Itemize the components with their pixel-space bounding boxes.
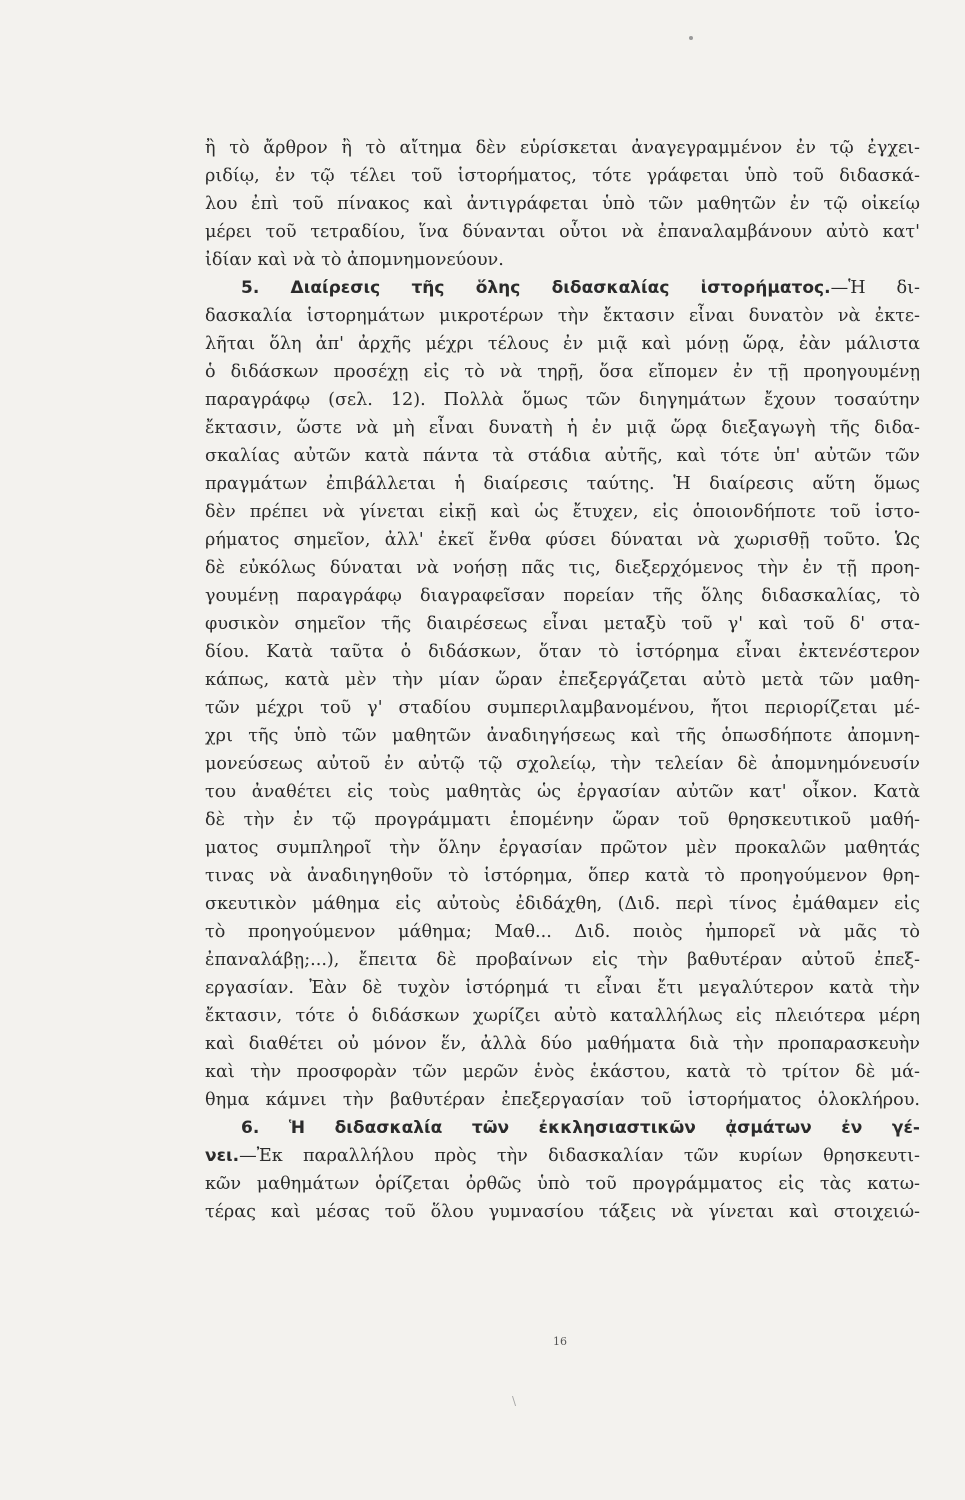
text-line: καὶ τὴν προσφορὰν τῶν μερῶν ἑνὸς ἑκάστου, κατὰ τὸ τρίτον δὲ μά- [205,1062,920,1082]
text-line: τέρας καὶ μέσας τοῦ ὅλου γυμνασίου τάξεις νὰ γίνεται καὶ στοιχειώ- [205,1202,920,1222]
section-5-heading: 5. Διαίρεσις τῆς ὅλης διδασκαλίας ἱστορήματος. [241,278,831,298]
text-line: πραγμάτων ἐπιβάλλεται ἡ διαίρεσις ταύτης. Ἡ διαίρεσις αὕτη ὅμως [205,474,920,494]
text-line: ἰδίαν καὶ νὰ τὸ ἀπομνημονεύουν. [205,250,504,270]
text-line: ματος συμπληροῖ τὴν ὅλην ἐργασίαν πρῶτον μὲν προκαλῶν μαθητάς [205,838,920,858]
text-line: ρήματος σημεῖον, ἀλλ' ἐκεῖ ἔνθα φύσει δύναται νὰ χωρισθῇ τοῦτο. Ὡς [205,530,920,550]
ink-dot [689,36,693,40]
text-line: γουμένῃ παραγράφῳ διαγραφεῖσαν πορείαν τῆς ὅλης διδασκαλίας, τὸ [205,586,920,606]
text-line: δὲν πρέπει νὰ γίνεται εἰκῇ καὶ ὡς ἔτυχεν, εἰς ὁποιονδήποτε τοῦ ἱστο- [205,502,920,522]
text-line: παραγράφῳ (σελ. 12). Πολλὰ ὅμως τῶν διηγημάτων ἔχουν τοσαύτην [205,390,920,410]
text-line: θημα κάμνει τὴν βαθυτέραν ἐπεξεργασίαν τοῦ ἱστορήματος ὁλοκλήρου. [205,1090,920,1110]
text-line: κάπως, κατὰ μὲν τὴν μίαν ὥραν ἐπεξεργάζεται αὐτὸ μετὰ τῶν μαθη- [205,670,920,690]
section-6-heading-line [205,1142,920,1170]
section-5-heading-line [205,274,920,302]
text-line: τινας νὰ ἀναδιηγηθοῦν τὸ ἱστόρημα, ὅπερ κατὰ τὸ προηγούμενον θρη- [205,866,920,886]
text-line: ἔκτασιν, τότε ὁ διδάσκων χωρίζει αὐτὸ καταλλήλως εἰς πλειότερα μέρη [205,1006,920,1026]
text-line: χρι τῆς ὑπὸ τῶν μαθητῶν ἀναδιηγήσεως καὶ τῆς ὁπωσδήποτε ἀπομνη- [205,726,920,746]
text-line: ὁ διδάσκων προσέχῃ εἰς τὸ νὰ τηρῇ, ὅσα εἴπομεν ἐν τῇ προηγουμένῃ [205,362,920,382]
section-6-heading-end: νει. [205,1146,240,1166]
text-line: τῶν μέχρι τοῦ γ' σταδίου συμπεριλαμβανομένου, ἤτοι περιορίζεται μέ- [205,698,920,718]
section-6-start: —Ἐκ παραλλήλου πρὸς τὴν διδασκαλίαν τῶν κυρίων θρησκευτι- [239,1146,920,1166]
text-line: ἔκτασιν, ὥστε νὰ μὴ εἶναι δυνατὴ ἡ ἐν μιᾷ ὥρᾳ διεξαγωγὴ τῆς διδα- [205,418,920,438]
text-line: του ἀναθέτει εἰς τοὺς μαθητὰς ὡς ἐργασίαν αὐτῶν κατ' οἶκον. Κατὰ [205,782,920,802]
text-line: μέρει τοῦ τετραδίου, ἵνα δύνανται οὗτοι νὰ ἐπαναλαμβάνουν αὐτὸ κατ' [205,222,920,242]
text-line: κῶν μαθημάτων ὁρίζεται ὀρθῶς ὑπὸ τοῦ προγράμματος εἰς τὰς κατω- [205,1174,920,1194]
text-line: ἢ τὸ ἄρθρον ἢ τὸ αἴτημα δὲν εὑρίσκεται ἀναγεγραμμένον ἐν τῷ ἐγχει- [205,138,920,158]
text-line: ἐπαναλάβῃ;...), ἔπειτα δὲ προβαίνων εἰς τὴν βαθυτέραν αὐτοῦ ἐπεξ- [205,950,920,970]
text-line: δὲ εὐκόλως δύναται νὰ νοήσῃ πᾶς τις, διεξερχόμενος τὴν ἐν τῇ προη- [205,558,920,578]
text-line: καὶ διαθέτει οὐ μόνον ἕν, ἀλλὰ δύο μαθήματα διὰ τὴν προπαρασκευὴν [205,1034,920,1054]
text-line: λου ἐπὶ τοῦ πίνακος καὶ ἀντιγράφεται ὑπὸ τῶν μαθητῶν ἐν τῷ οἰκείῳ [205,194,920,214]
text-line: δὲ τὴν ἐν τῷ προγράμματι ἑπομένην ὥραν τοῦ θρησκευτικοῦ μαθή- [205,810,920,830]
stray-mark: \ [512,1394,517,1408]
text-line: σκευτικὸν μάθημα εἰς αὐτοὺς ἐδιδάχθη, (Διδ. περὶ τίνος ἐμάθαμεν εἰς [205,894,920,914]
text-line: τὸ προηγούμενον μάθημα; Μαθ... Διδ. ποιὸς ἠμπορεῖ νὰ μᾶς τὸ [205,922,920,942]
section-5-start: —Ἡ δι- [830,278,920,298]
text-line: μονεύσεως αὐτοῦ ἐν αὐτῷ τῷ σχολείῳ, τὴν τελείαν δὲ ἀπομνημόνευσίν [205,754,920,774]
text-line: ριδίῳ, ἐν τῷ τέλει τοῦ ἱστορήματος, τότε γράφεται ὑπὸ τοῦ διδασκά- [205,166,920,186]
text-line: δίου. Κατὰ ταῦτα ὁ διδάσκων, ὅταν τὸ ἱστόρημα εἶναι ἐκτενέστερον [205,642,920,662]
text-line: δασκαλία ἱστορημάτων μικροτέρων τὴν ἔκτασιν εἶναι δυνατὸν νὰ ἐκτε- [205,306,920,326]
text-line: εργασίαν. Ἐὰν δὲ τυχὸν ἱστόρημά τι εἶναι ἔτι μεγαλύτερον κατὰ τὴν [205,978,920,998]
section-6-heading: 6. Ἡ διδασκαλία τῶν ἐκκλησιαστικῶν ᾀσμάτων ἐν γέ- [241,1118,920,1138]
text-line: φυσικὸν σημεῖον τῆς διαιρέσεως εἶναι μεταξὺ τοῦ γ' καὶ τοῦ δ' στα- [205,614,920,634]
page-number: 16 [553,1335,567,1348]
text-line: σκαλίας αὐτῶν κατὰ πάντα τὰ στάδια αὐτῆς, καὶ τότε ὑπ' αὐτῶν τῶν [205,446,920,466]
page-body [205,134,920,1226]
text-line: λῆται ὅλη ἀπ' ἀρχῆς μέχρι τέλους ἐν μιᾷ καὶ μόνῃ ὥρᾳ, ἐὰν μάλιστα [205,334,920,354]
